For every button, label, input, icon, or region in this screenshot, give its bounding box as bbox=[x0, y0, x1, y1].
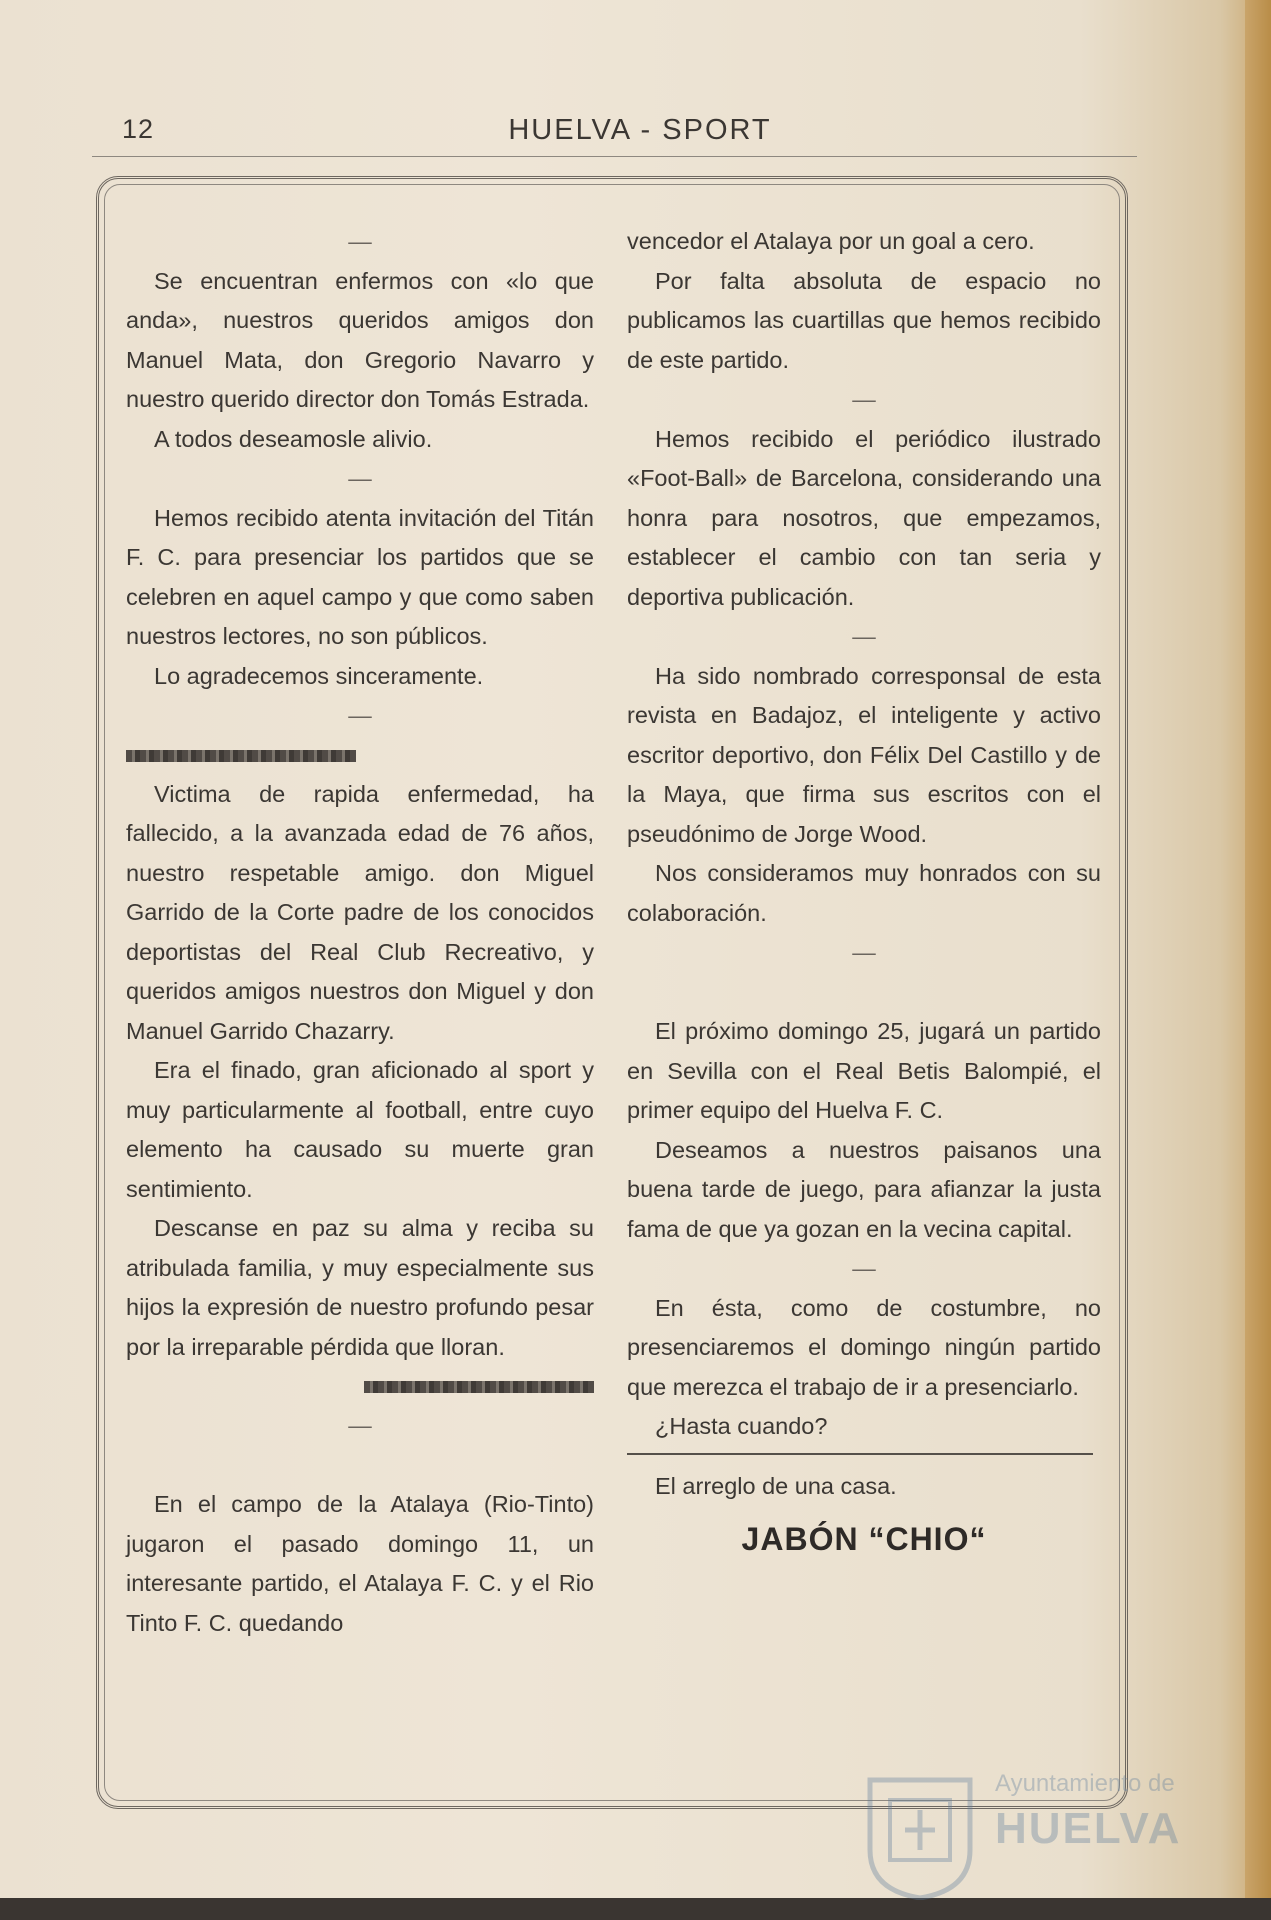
advert-brand: JABÓN “CHIO“ bbox=[741, 1521, 987, 1557]
news-item-obituary-3: Descanse en paz su alma y reciba su atribulada familia, y muy especialmente sus hijos la expresión de nuestro profundo pesar por la irreparable pérdida que lloran. bbox=[126, 1215, 594, 1360]
news-item-wishes-team: Deseamos a nuestros paisanos una buena tarde de juego, para afianzar la justa fama de que ya gozan en la vecina capital. bbox=[627, 1136, 1101, 1242]
news-item-newspaper: Hemos recibido el periódico ilustrado «Foot-Ball» de Barcelona, considerando una honra para nosotros, que empezamos, establecer el cambio con tan seria y deportiva publicación. bbox=[627, 425, 1101, 610]
advert-rule bbox=[627, 1453, 1093, 1455]
watermark bbox=[860, 1770, 1220, 1900]
news-item-no-match: En ésta, como de costumbre, no presenciaremos el domingo ningún partido que merezca el trabajo de ir a presenciarlo. bbox=[627, 1294, 1101, 1400]
separator: — bbox=[348, 1412, 372, 1438]
advert-text: El arreglo de una casa. bbox=[655, 1472, 897, 1499]
right-column bbox=[627, 222, 1101, 1560]
separator: — bbox=[852, 1255, 876, 1281]
news-item-next-match: El próximo domingo 25, jugará un partido en Sevilla con el Real Betis Balompié, el primer equipo del Huelva F. C. bbox=[627, 1018, 1101, 1123]
news-item-invitation: Hemos recibido atenta invitación del Titán F. C. para presenciar los partidos que se celebren en aquel campo y que como saben nuestros lectores, no son públicos. bbox=[126, 504, 594, 649]
separator: — bbox=[852, 386, 876, 412]
mourning-rule bbox=[126, 750, 356, 762]
page-edge bbox=[1245, 0, 1271, 1898]
news-item-correspondent: Ha sido nombrado corresponsal de esta revista en Badajoz, el inteligente y activo escritor deportivo, don Félix Del Castillo y de la Maya, que firma sus escritos con el pseudónimo de Jorge Wood. bbox=[627, 662, 1101, 847]
left-column bbox=[126, 222, 594, 1643]
news-item-obituary-2: Era el finado, gran aficionado al sport y muy particularmente al football, entre cuyo elemento ha causado su muerte gran sentimiento. bbox=[126, 1057, 594, 1202]
news-item-illness: Se encuentran enfermos con «lo que anda», nuestros queridos amigos don Manuel Mata, don Gregorio Navarro y nuestro querido director don Tomás Estrada. bbox=[126, 267, 594, 412]
watermark-line-2: HUELVA bbox=[995, 1804, 1182, 1853]
news-item-space: Por falta absoluta de espacio no publicamos las cuartillas que hemos recibido de este partido. bbox=[627, 267, 1101, 373]
running-title: HUELVA - SPORT bbox=[508, 114, 772, 146]
separator: — bbox=[348, 465, 372, 491]
page-header bbox=[0, 110, 1271, 150]
mourning-rule bbox=[364, 1381, 594, 1393]
news-item-obituary: Victima de rapida enfermedad, ha fallecido, a la avanzada edad de 76 años, nuestro respetable amigo. don Miguel Garrido de la Corte padre de los conocidos deportistas del Real Club Recreativo, y queridos amigos nuestros don Miguel y don Manuel Garrido Chazarry. bbox=[126, 780, 594, 1044]
scan-background bbox=[0, 1898, 1271, 1920]
separator: — bbox=[852, 623, 876, 649]
news-item-question: ¿Hasta cuando? bbox=[655, 1413, 828, 1439]
separator: — bbox=[852, 939, 876, 965]
separator: — bbox=[348, 702, 372, 728]
header-rule bbox=[92, 156, 1137, 157]
news-item-collaboration: Nos consideramos muy honrados con su colaboración. bbox=[627, 860, 1101, 926]
watermark-line-1: Ayuntamiento de bbox=[995, 1770, 1175, 1797]
separator: — bbox=[348, 228, 372, 254]
news-item-match-cont: vencedor el Atalaya por un goal a cero. bbox=[627, 228, 1035, 254]
news-item-thanks: Lo agradecemos sinceramente. bbox=[154, 662, 484, 689]
news-item-wishes: A todos deseamosle alivio. bbox=[154, 425, 433, 452]
news-item-match: En el campo de la Atalaya (Rio-Tinto) jugaron el pasado domingo 11, un interesante partido, el Atalaya F. C. y el Rio Tinto F. C. quedando bbox=[126, 1491, 594, 1636]
crest-icon bbox=[860, 1770, 980, 1900]
page-number: 12 bbox=[122, 114, 155, 144]
